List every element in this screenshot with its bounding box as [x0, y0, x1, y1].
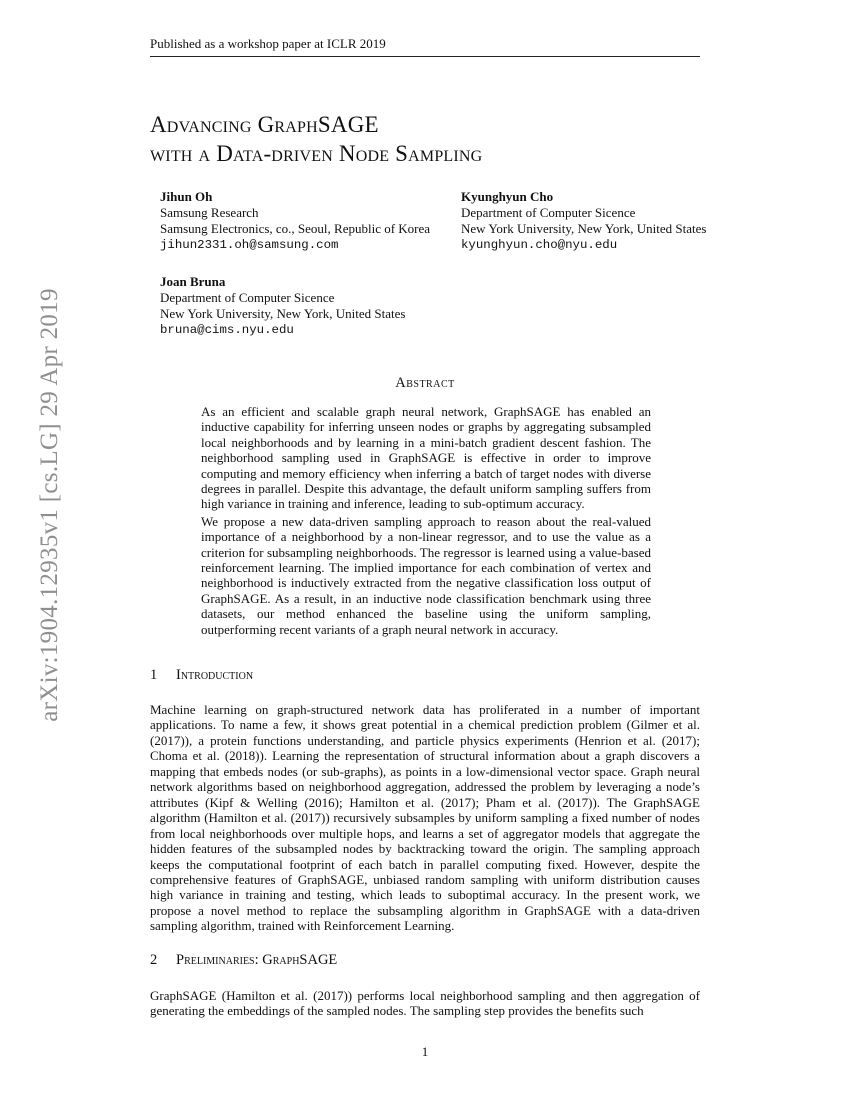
running-head: Published as a workshop paper at ICLR 2019	[150, 36, 386, 51]
abstract-paragraph: We propose a new data-driven sampling approach to reason about the real-valued importance of a neighborhood by a non-linear regressor, and to use the value as a criterion for subsampling neighborhoods. The regressor is learned using a value-based reinforcement learning. The implied importance for each combination of vertex and neighborhood is inductively extracted from the negative classification loss output of GraphSAGE. As a result, in an inductive node classification benchmark using three datasets, our method enhanced the baseline using the uniform sampling, outperforming recent variants of a graph neural network in accuracy.	[201, 513, 651, 637]
abstract-paragraph: As an efficient and scalable graph neural network, GraphSAGE has enabled an inductive capability for inferring unseen nodes or graphs by aggregating subsampled local neighborhoods and by learning in a mini-batch gradient descent fashion. The neighborhood sampling used in GraphSAGE is effective in order to improve computing and memory efficiency when inferring a batch of target nodes with diverse degrees in parallel. Despite this advantage, the default uniform sampling suffers from high variance in training and inference, leading to sub-optimum accuracy.	[201, 404, 651, 512]
author-name: Kyunghyun Cho	[461, 189, 554, 204]
author-email: kyunghyun.cho@nyu.edu	[461, 238, 618, 252]
body-paragraph: Machine learning on graph-structured network data has proliferated in a number of important applications. To name a few, it shows great potential in a chemical prediction problem (Gilmer et al. (2017)), a protein functions understanding, and particle physics experiments (Henrion et al. (2017); Choma et al. (2018)). Learning the representation of structural information about a graph discovers a mapping that embeds nodes (or sub-graphs), as points in a low-dimensional vector space. Graph neural network algorithms based on neighborhood aggregation, addressed the problem by leveraging a node’s attributes (Kipf & Welling (2016); Hamilton et al. (2017); Pham et al. (2017)). The GraphSAGE algorithm (Hamilton et al. (2017)) recursively subsamples by uniform sampling a fixed number of nodes from local neighborhoods over multiple hops, and learns a set of aggregator models that aggregate the hidden features of the subsampled nodes by backtracking toward the origin. The sampling approach keeps the computational footprint of each batch in parallel computing fixed. However, despite the comprehensive features of GraphSAGE, unbiased random sampling with uniform distribution causes high variance in training and testing, which leads to suboptimal accuracy. In the present work, we propose a novel method to replace the subsampling algorithm in GraphSAGE with a data-driven sampling algorithm, trained with Reinforcement Learning.	[150, 702, 700, 934]
author-block	[160, 274, 405, 338]
arxiv-identifier: arXiv:1904.12935v1 [cs.LG] 29 Apr 2019	[36, 288, 63, 722]
section-title: Preliminaries: GraphSAGE	[176, 952, 338, 968]
section-number: 1	[150, 667, 158, 683]
author-affiliation: Department of Computer Sicence	[160, 290, 335, 305]
author-email: jihun2331.oh@samsung.com	[160, 238, 339, 252]
section-heading-introduction	[150, 667, 253, 684]
preliminaries-body	[150, 988, 700, 1019]
author-affiliation: Samsung Electronics, co., Seoul, Republic of Korea	[160, 221, 431, 236]
title-line-2: with a Data-driven Node Sampling	[150, 141, 483, 166]
author-name: Joan Bruna	[160, 274, 226, 289]
author-affiliation: Department of Computer Sicence	[461, 205, 636, 220]
paper-title	[150, 110, 750, 168]
abstract-body	[201, 404, 651, 637]
section-number: 2	[150, 952, 158, 968]
author-affiliation: New York University, New York, United States	[160, 306, 406, 321]
body-paragraph: GraphSAGE (Hamilton et al. (2017)) performs local neighborhood sampling and then aggregation of generating the embeddings of the sampled nodes. The sampling step provides the benefits such	[150, 988, 700, 1019]
author-block	[160, 189, 430, 253]
section-title: Introduction	[176, 667, 254, 683]
title-line-1: Advancing GraphSAGE	[150, 112, 379, 137]
header-rule	[150, 56, 700, 57]
introduction-body	[150, 702, 700, 934]
author-email: bruna@cims.nyu.edu	[160, 323, 294, 337]
author-affiliation: New York University, New York, United States	[461, 221, 707, 236]
page-number: 1	[421, 1044, 429, 1059]
abstract-heading: Abstract	[395, 375, 455, 391]
author-affiliation: Samsung Research	[160, 205, 259, 220]
author-block	[461, 189, 706, 253]
author-name: Jihun Oh	[160, 189, 213, 204]
section-heading-preliminaries	[150, 952, 337, 969]
